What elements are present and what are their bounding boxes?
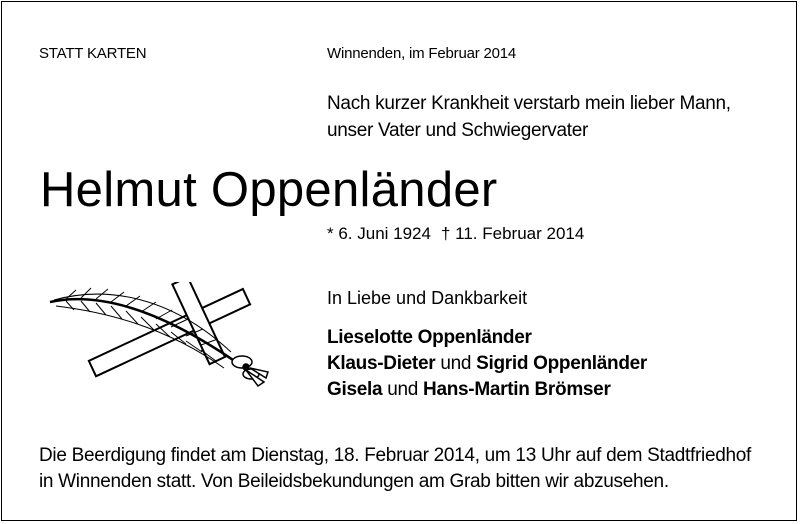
family-row [327,325,647,351]
intro-line-1: Nach kurzer Krankheit verstarb mein lieber Mann, [327,93,731,114]
cross-with-palm-frond-icon [46,282,271,392]
family-name: Lieselotte Oppenländer [327,327,532,348]
funeral-line-1: Die Beerdigung findet am Dienstag, 18. Februar 2014, um 13 Uhr auf dem Stadtfriedhof [39,445,752,466]
funeral-notice [39,443,751,495]
family-name: Hans-Martin Brömser [423,379,611,400]
family-conjunction: und [387,379,419,400]
obituary-card [1,1,797,521]
family-conjunction: und [440,353,472,374]
birth-date: * 6. Juni 1924 [327,224,431,243]
intro-text [327,90,787,144]
header-left-label: STATT KARTEN [39,45,147,62]
family-row [327,377,647,403]
family-name: Klaus-Dieter [327,353,436,374]
family-name: Gisela [327,379,383,400]
funeral-line-2: in Winnenden statt. Von Beileidsbekundungen am Grab bitten wir abzusehen. [39,471,669,492]
closing-phrase: In Liebe und Dankbarkeit [327,288,528,308]
death-date: † 11. Februar 2014 [440,224,585,243]
family-list [327,325,647,403]
family-name: Sigrid Oppenländer [476,353,648,374]
deceased-name: Helmut Oppenländer [40,163,498,217]
place-date-line: Winnenden, im Februar 2014 [327,45,517,62]
intro-line-2: unser Vater und Schwiegervater [327,120,589,141]
life-dates [327,224,584,244]
family-row [327,351,647,377]
